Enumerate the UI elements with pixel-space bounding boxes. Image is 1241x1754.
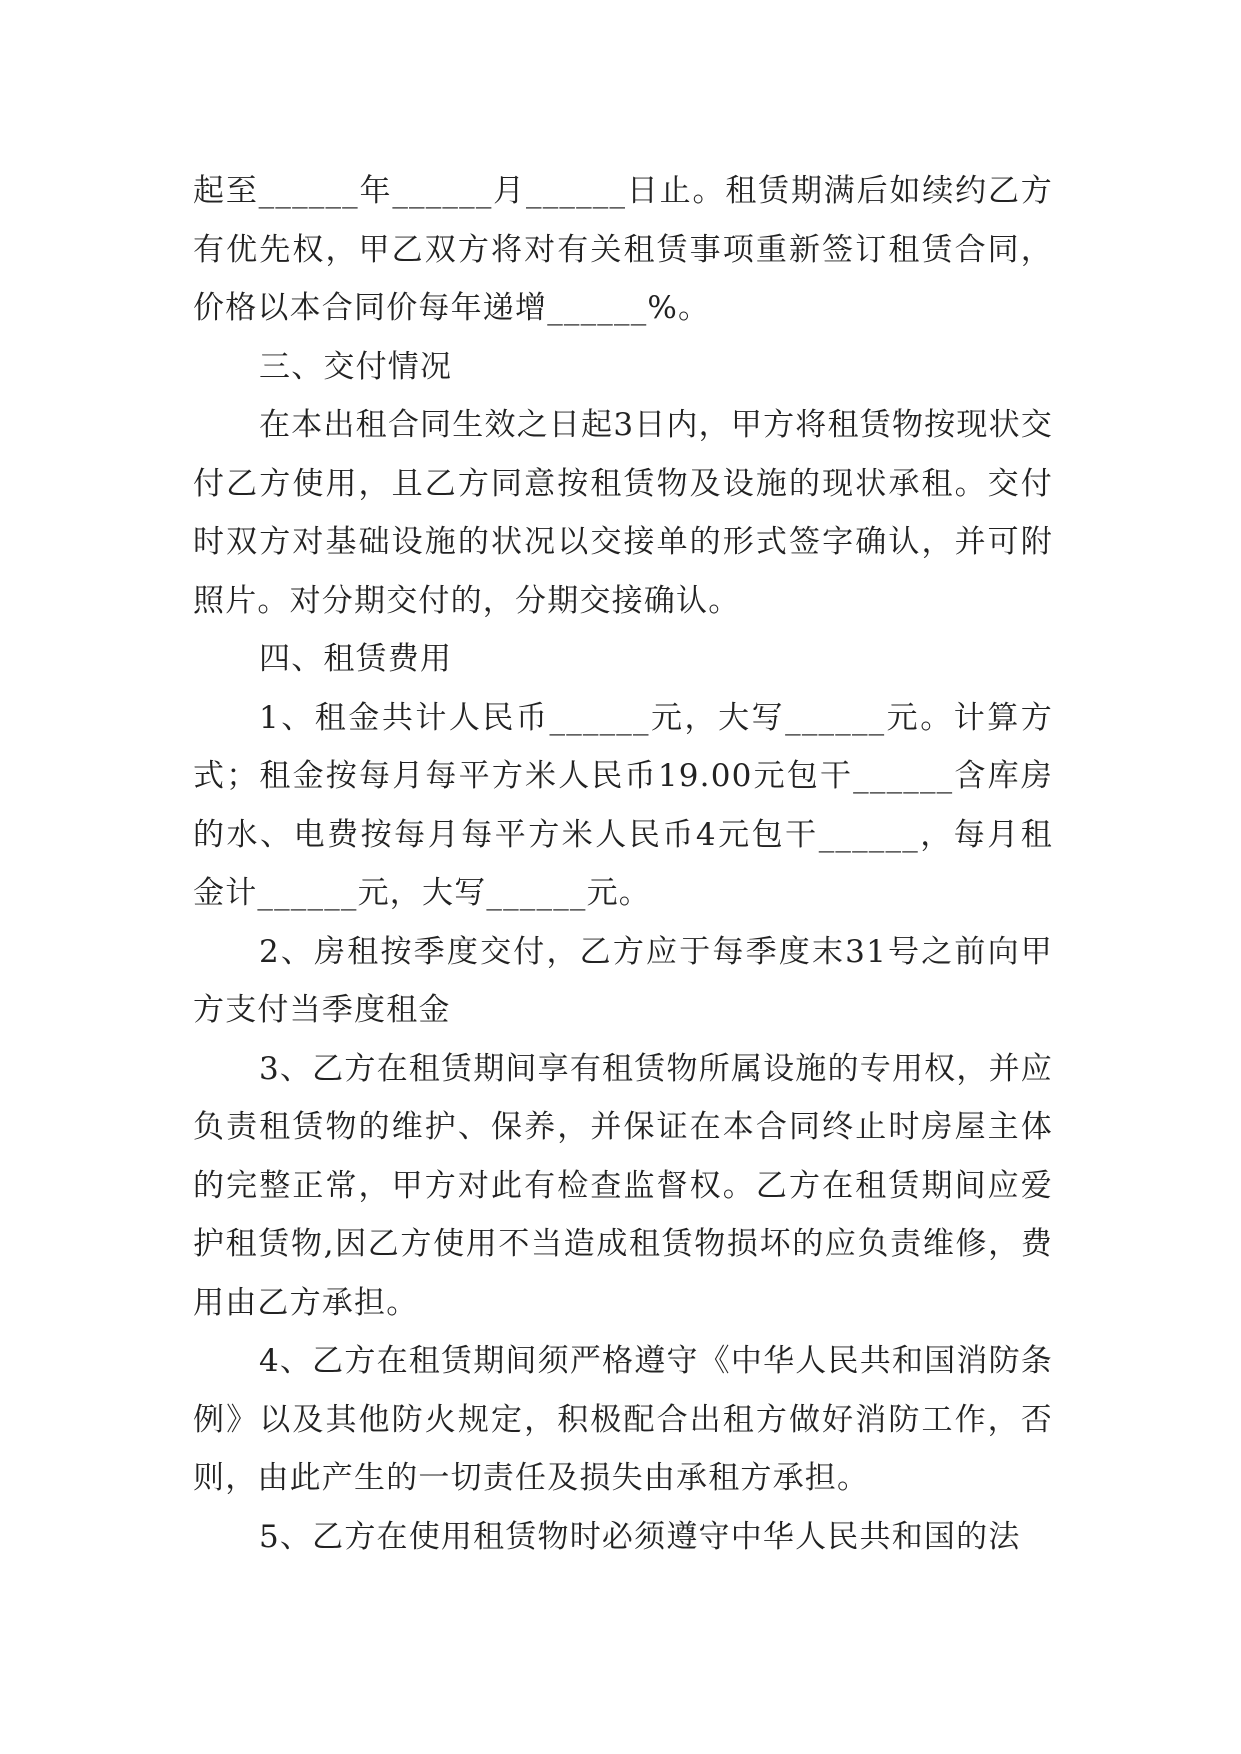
paragraph-lease-term-end: 起至______年______月______日止。租赁期满后如续约乙方有优先权，甲乙双方将对有关租赁事项重新签订租赁合同，价格以本合同价每年递增______%。 [193, 173, 1053, 326]
paragraph-legal-compliance: 5、乙方在使用租赁物时必须遵守中华人民共和国的法 [259, 1518, 1021, 1555]
paragraph-fire-safety: 4、乙方在租赁期间须严格遵守《中华人民共和国消防条例》以及其他防火规定，积极配合出租方做好消防工作，否则，由此产生的一切责任及损失由承租方承担。 [193, 1343, 1053, 1496]
heading-delivery: 三、交付情况 [259, 348, 453, 385]
paragraph-maintenance: 3、乙方在租赁期间享有租赁物所属设施的专用权，并应负责租赁物的维护、保养，并保证在本合同终止时房屋主体的完整正常，甲方对此有检查监督权。乙方在租赁期间应爱护租赁物,因乙方使用不当造成租赁物损坏的应负责维修，费用由乙方承担。 [193, 1050, 1053, 1321]
paragraph-rent-amount: 1、租金共计人民币______元，大写______元。计算方式；租金按每月每平方米人民币19.00元包干______含库房的水、电费按每月每平方米人民币4元包干______，每月租金计______元，大写______元。 [193, 699, 1053, 911]
heading-rent-fees: 四、租赁费用 [259, 641, 453, 677]
document-body [193, 162, 1053, 1566]
paragraph-delivery: 在本出租合同生效之日起3日内，甲方将租赁物按现状交付乙方使用，且乙方同意按租赁物及设施的现状承租。交付时双方对基础设施的状况以交接单的形式签字确认，并可附照片。对分期交付的，分期交接确认。 [193, 407, 1053, 619]
paragraph-rent-payment: 2、房租按季度交付，乙方应于每季度末31号之前向甲方支付当季度租金 [193, 933, 1053, 1028]
